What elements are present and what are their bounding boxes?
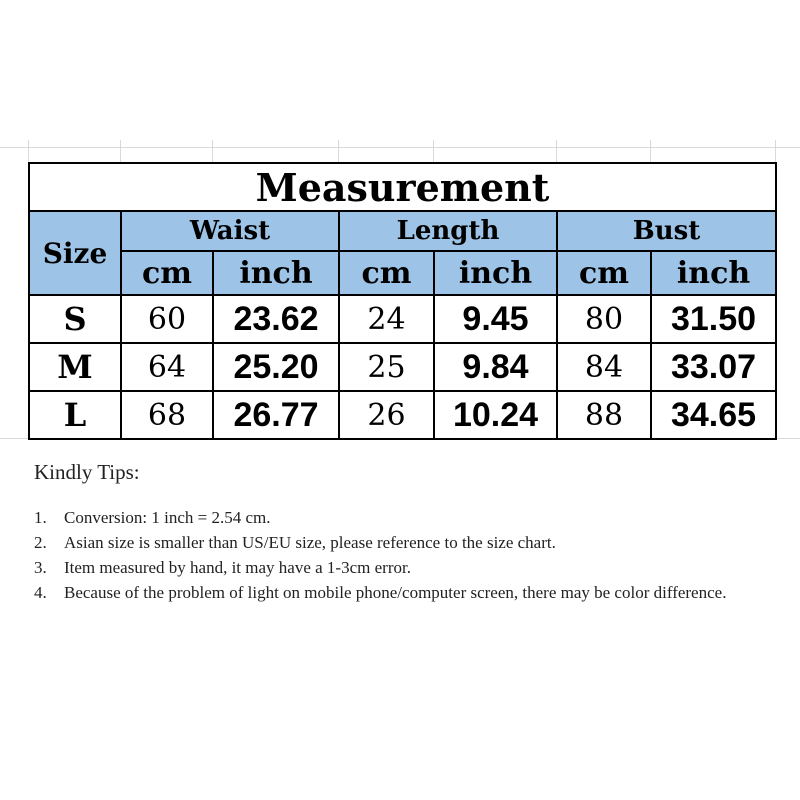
length-inch-cell: 9.84 — [434, 343, 557, 391]
tip-item — [34, 505, 774, 530]
waist-inch-cell: 26.77 — [213, 391, 339, 439]
tips-title: Kindly Tips: — [34, 460, 140, 484]
tip-text: Conversion: 1 inch = 2.54 cm. — [64, 508, 271, 527]
bust-inch-cell: 31.50 — [651, 295, 776, 343]
waist-inch-cell: 23.62 — [213, 295, 339, 343]
unit-header: cm — [557, 251, 651, 295]
waist-cm-cell: 64 — [121, 343, 213, 391]
unit-header: inch — [651, 251, 776, 295]
tip-number: 4. — [34, 583, 47, 602]
waist-inch-cell: 25.20 — [213, 343, 339, 391]
tips-list — [34, 505, 774, 605]
table-title: Measurement — [29, 163, 776, 211]
kindly-tips — [34, 460, 774, 605]
table-row — [29, 295, 776, 343]
tip-text: Asian size is smaller than US/EU size, please reference to the size chart. — [64, 533, 556, 552]
length-header: Length — [339, 211, 557, 251]
waist-header: Waist — [121, 211, 339, 251]
table-row — [29, 391, 776, 439]
tip-number: 3. — [34, 558, 47, 577]
waist-cm-cell: 60 — [121, 295, 213, 343]
length-inch-cell: 10.24 — [434, 391, 557, 439]
length-inch-cell: 9.45 — [434, 295, 557, 343]
length-cm-cell: 24 — [339, 295, 434, 343]
size-cell: S — [29, 295, 121, 343]
bust-cm-cell: 84 — [557, 343, 651, 391]
tip-item — [34, 530, 774, 555]
bust-cm-cell: 88 — [557, 391, 651, 439]
waist-cm-cell: 68 — [121, 391, 213, 439]
bust-inch-cell: 34.65 — [651, 391, 776, 439]
unit-header: inch — [213, 251, 339, 295]
tip-number: 1. — [34, 508, 47, 527]
tip-item — [34, 555, 774, 580]
table-row — [29, 343, 776, 391]
length-cm-cell: 25 — [339, 343, 434, 391]
size-chart-table — [28, 162, 777, 440]
size-header: Size — [29, 211, 121, 295]
tip-number: 2. — [34, 533, 47, 552]
tip-text: Item measured by hand, it may have a 1-3cm error. — [64, 558, 411, 577]
size-cell: L — [29, 391, 121, 439]
tip-text: Because of the problem of light on mobile phone/computer screen, there may be color difference. — [64, 583, 727, 602]
length-cm-cell: 26 — [339, 391, 434, 439]
bust-header: Bust — [557, 211, 776, 251]
bust-inch-cell: 33.07 — [651, 343, 776, 391]
unit-header: cm — [121, 251, 213, 295]
size-cell: M — [29, 343, 121, 391]
bust-cm-cell: 80 — [557, 295, 651, 343]
tip-item — [34, 580, 774, 605]
unit-header: inch — [434, 251, 557, 295]
unit-header: cm — [339, 251, 434, 295]
